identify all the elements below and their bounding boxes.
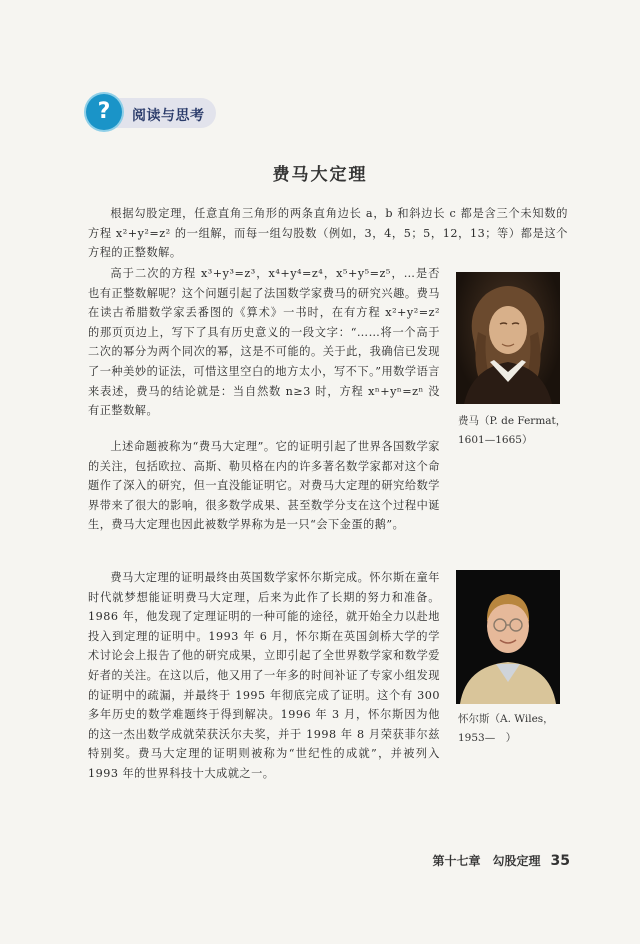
section-label: 阅读与思考 — [132, 108, 205, 124]
wiles-caption-name: 怀尔斯（A. Wiles， — [458, 713, 554, 725]
question-mark-icon: ? — [86, 94, 122, 130]
page-number: 35 — [550, 853, 570, 869]
fermat-caption-name: 费马（P. de Fermat， — [458, 415, 567, 427]
fermat-caption — [458, 412, 566, 450]
chapter-label: 第十七章 勾股定理 — [432, 854, 541, 868]
paragraph-1: 根据勾股定理，任意直角三角形的两条直角边长 a，b 和斜边长 c 都是含三个未知数的方程 x²+y²=z² 的一组解，而每一组勾股数（例如，3，4，5；5，12，13；等）都是这个方程的正整数解。 — [88, 207, 568, 260]
page-footer — [433, 852, 571, 869]
section-badge — [88, 98, 216, 128]
paragraph-3: 上述命题被称为“费马大定理”。它的证明引起了世界各国数学家的关注，包括欧拉、高斯、勒贝格在内的许多著名数学家都对这个命题作了深入的研究，但一直没能证明它。对费马大定理的研究给数学界带来了很大的影响，很多数学成果、甚至数学分支在这个过程中诞生，费马大定理也因此被数学界称为是一只“会下金蛋的鹅”。 — [88, 440, 440, 532]
wiles-portrait — [456, 570, 560, 704]
paragraph-2: 高于二次的方程 x³+y³=z³，x⁴+y⁴=z⁴，x⁵+y⁵=z⁵，…是否也有正整数解呢？这个问题引起了法国数学家费马的研究兴趣。费马在读古希腊数学家丢番图的《算术》一书时，在有方程 x²+y²=z² 的那页页边上，写下了具有历史意义的一段文字：“……将一个高于二次的幂分为两个同次的幂，这是不可能的。关于此，我确信已发现了一种美妙的证法，可惜这里空白的地方太小，写不下。”用数学语言来表述，费马的结论就是：当自然数 n≥3 时，方程 xⁿ+yⁿ=zⁿ 没有正整数解。 — [88, 267, 440, 418]
fermat-caption-years: 1601—1665） — [458, 434, 533, 446]
wiles-caption-years: 1953— ） — [458, 732, 517, 744]
article-title: 费马大定理 — [272, 165, 368, 185]
wiles-caption — [458, 710, 554, 748]
fermat-portrait — [456, 272, 560, 404]
paragraph-4: 费马大定理的证明最终由英国数学家怀尔斯完成。怀尔斯在童年时代就梦想能证明费马大定理，后来为此作了长期的努力和准备。1986 年，他发现了定理证明的一种可能的途径，就开始全力以赴地投入到定理的证明中。1993 年 6 月，怀尔斯在英国剑桥大学的学术讨论会上报告了他的研究成果，立即引起了全世界数学家和数学爱好者的关注。在这以后，他又用了一年多的时间补证了专家小组发现的证明中的疏漏，并最终于 1995 年彻底完成了证明。这个有 300 多年历史的数学难题终于得到解决。1996 年 3 月，怀尔斯因为他的这一杰出数学成就荣获沃尔夫奖，并于 1998 年 8 月荣获菲尔兹特别奖。费马大定理的证明则被称为“世纪性的成就”，并被列入 1993 年的世界科技十大成就之一。 — [88, 571, 440, 780]
